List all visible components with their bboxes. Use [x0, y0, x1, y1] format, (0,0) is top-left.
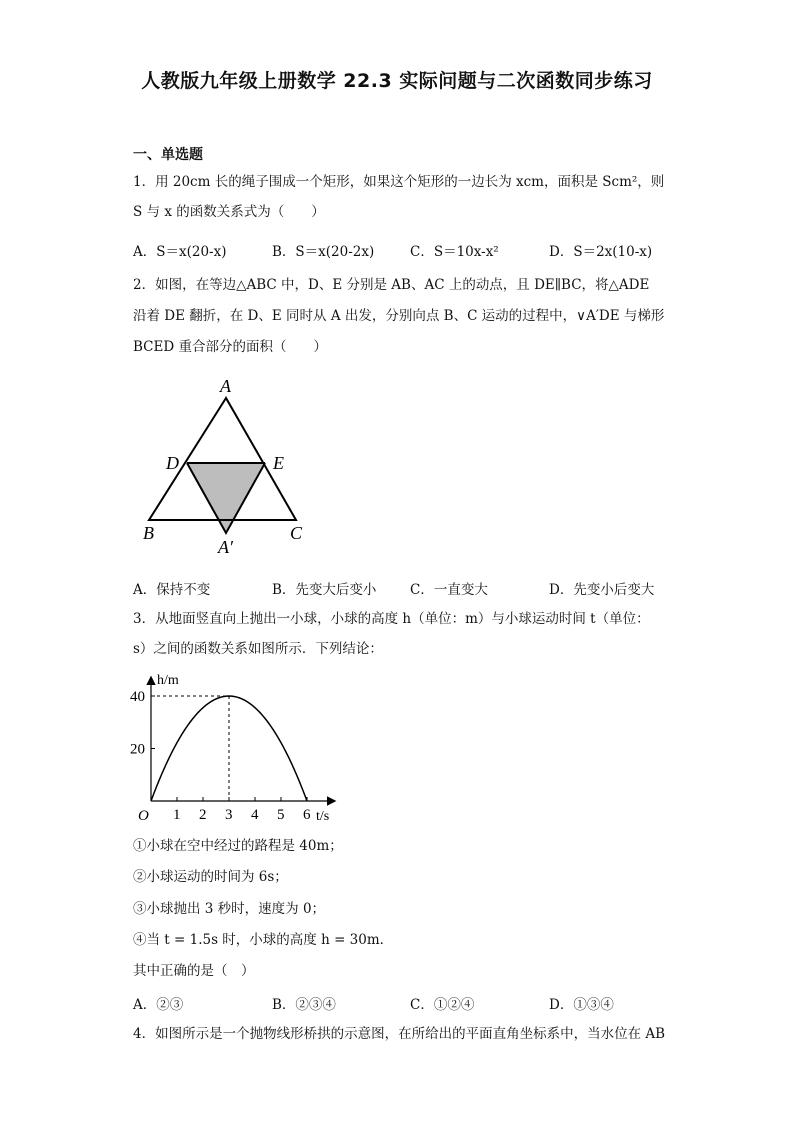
x-tick-label: 3	[225, 807, 233, 823]
x-tick-label: 1	[173, 807, 181, 823]
q3-statement-3: ③小球抛出 3 秒时，速度为 0；	[133, 901, 326, 917]
q2-option-c[interactable]: C．一直变大	[410, 582, 488, 598]
q2-option-a[interactable]: A．保持不变	[133, 582, 211, 598]
q1-option-a[interactable]: A．S＝x(20-x)	[133, 244, 227, 260]
x-axis-label: t/s	[316, 809, 330, 824]
q2-text-line3: BCED 重合部分的面积（ ）	[133, 339, 327, 355]
q2-text-line1: 2．如图，在等边△ABC 中，D、E 分别是 AB、AC 上的动点，且 DE∥BC，将△ADE	[133, 277, 650, 293]
origin-label: O	[138, 808, 149, 824]
q3-statement-2: ②小球运动的时间为 6s；	[133, 869, 288, 885]
q1-option-c[interactable]: C．S＝10x-x²	[410, 244, 499, 260]
q3-text-line2: s）之间的函数关系如图所示．下列结论：	[133, 641, 383, 657]
y-tick-label: 40	[130, 689, 145, 705]
q2-option-d[interactable]: D．先变小后变大	[549, 582, 655, 598]
q1-option-b[interactable]: B．S＝x(20-2x)	[272, 244, 375, 260]
q2-text-line2: 沿着 DE 翻折，在 D、E 同时从 A 出发，分别向点 B、C 运动的过程中，∨A′DE 与梯形	[133, 308, 665, 324]
label-a-prime: A′	[218, 537, 233, 557]
q1-text-line2: S 与 x 的函数关系式为（ ）	[133, 204, 325, 220]
label-b: B	[143, 523, 154, 543]
q3-option-d[interactable]: D．①③④	[549, 997, 614, 1013]
triangle-figure	[135, 370, 325, 560]
page-title: 人教版九年级上册数学 22.3 实际问题与二次函数同步练习	[141, 70, 653, 92]
section-heading: 一、单选题	[133, 147, 203, 163]
series-line	[151, 696, 307, 801]
label-c: C	[290, 523, 303, 543]
q1-option-d[interactable]: D．S＝2x(10-x)	[549, 244, 653, 260]
label-a: A	[220, 376, 231, 396]
q3-option-c[interactable]: C．①②④	[410, 997, 475, 1013]
label-d: D	[166, 453, 179, 473]
y-axis-label: h/m	[157, 673, 179, 688]
q3-option-b[interactable]: B．②③④	[272, 997, 336, 1013]
label-e: E	[273, 453, 284, 473]
x-tick-label: 2	[199, 807, 207, 823]
q1-text-line1: 1．用 20cm 长的绳子围成一个矩形，如果这个矩形的一边长为 xcm，面积是 Scm²，则	[133, 174, 665, 190]
height-time-chart	[128, 668, 348, 828]
x-tick-label: 5	[277, 807, 285, 823]
x-tick-label: 4	[251, 807, 259, 823]
q3-statement-4: ④当 t = 1.5s 时，小球的高度 h = 30m．	[133, 932, 394, 948]
x-tick-label: 6	[303, 807, 311, 823]
q3-statement-1: ①小球在空中经过的路程是 40m；	[133, 838, 343, 854]
q3-prompt: 其中正确的是（ ）	[133, 963, 255, 979]
q2-option-b[interactable]: B．先变大后变小	[272, 582, 377, 598]
q3-option-a[interactable]: A．②③	[133, 997, 184, 1013]
overlap-region	[187, 463, 265, 533]
y-tick-label: 20	[130, 741, 145, 758]
q3-text-line1: 3．从地面竖直向上抛出一小球，小球的高度 h（单位：m）与小球运动时间 t（单位：	[133, 611, 650, 627]
q4-text-line1: 4．如图所示是一个抛物线形桥拱的示意图，在所给出的平面直角坐标系中，当水位在 AB	[133, 1026, 666, 1042]
